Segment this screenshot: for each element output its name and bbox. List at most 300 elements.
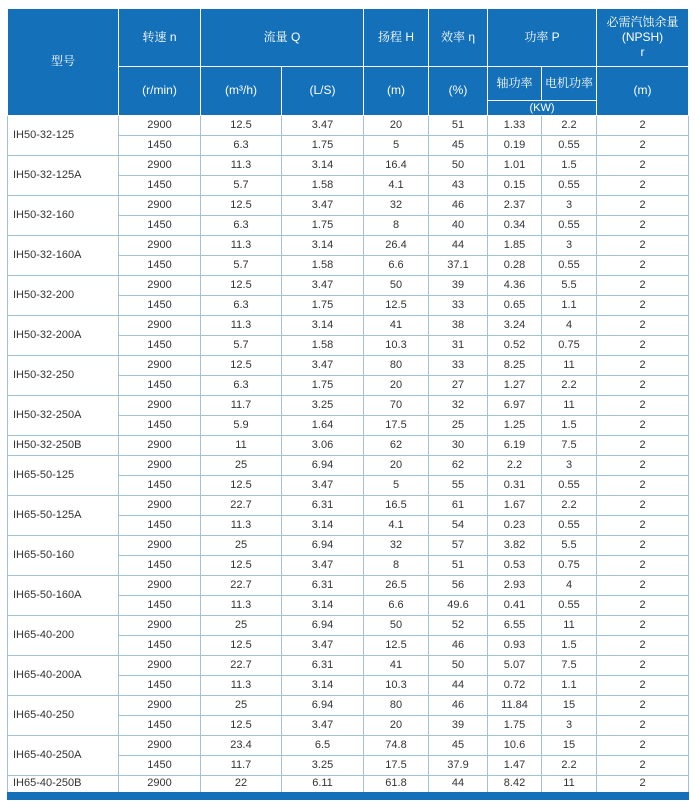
cell-flow-m3h: 22	[201, 776, 282, 796]
cell-flow-m3h: 12.5	[201, 636, 282, 656]
cell-flow-m3h: 11.3	[201, 316, 282, 336]
cell-npsh: 2	[597, 456, 689, 476]
header-speed: 转速 n	[119, 9, 201, 67]
header-npsh-line3: r	[640, 45, 645, 59]
cell-flow-ls: 1.75	[282, 136, 364, 156]
cell-npsh: 2	[597, 616, 689, 636]
cell-model: IH50-32-160A	[8, 236, 119, 276]
cell-flow-ls: 6.31	[282, 656, 364, 676]
cell-head: 32	[364, 536, 429, 556]
cell-power-shaft: 0.23	[488, 516, 542, 536]
cell-power-shaft: 1.67	[488, 496, 542, 516]
cell-head: 12.5	[364, 296, 429, 316]
cell-power-shaft: 0.52	[488, 336, 542, 356]
cell-flow-ls: 3.06	[282, 436, 364, 456]
cell-power-shaft: 6.97	[488, 396, 542, 416]
cell-power-shaft: 8.25	[488, 356, 542, 376]
cell-efficiency: 49.6	[429, 596, 488, 616]
cell-npsh: 2	[597, 536, 689, 556]
cell-flow-ls: 3.14	[282, 516, 364, 536]
cell-model: IH65-50-160	[8, 536, 119, 576]
cell-flow-m3h: 25	[201, 696, 282, 716]
cell-head: 61.8	[364, 776, 429, 796]
cell-head: 4.1	[364, 516, 429, 536]
header-npsh-line1: 必需汽蚀余量	[606, 15, 679, 29]
cell-head: 80	[364, 696, 429, 716]
cell-flow-m3h: 12.5	[201, 196, 282, 216]
cell-flow-ls: 1.75	[282, 376, 364, 396]
cell-npsh: 2	[597, 636, 689, 656]
cell-power-motor: 2.2	[542, 756, 597, 776]
cell-flow-m3h: 12.5	[201, 276, 282, 296]
cell-head: 6.6	[364, 256, 429, 276]
cell-efficiency: 57	[429, 536, 488, 556]
cell-efficiency: 27	[429, 376, 488, 396]
cell-npsh: 2	[597, 276, 689, 296]
cell-speed: 2900	[119, 776, 201, 796]
table-row	[8, 236, 689, 256]
cell-npsh: 2	[597, 416, 689, 436]
cell-model: IH65-40-200A	[8, 656, 119, 696]
table-row	[8, 436, 689, 456]
cell-head: 62	[364, 436, 429, 456]
cell-speed: 2900	[119, 536, 201, 556]
cell-power-motor: 0.55	[542, 516, 597, 536]
cell-flow-ls: 6.31	[282, 576, 364, 596]
cell-power-shaft: 0.28	[488, 256, 542, 276]
cell-npsh: 2	[597, 376, 689, 396]
cell-efficiency: 43	[429, 176, 488, 196]
cell-flow-m3h: 12.5	[201, 556, 282, 576]
cell-speed: 1450	[119, 636, 201, 656]
cell-flow-m3h: 11	[201, 436, 282, 456]
cell-npsh: 2	[597, 576, 689, 596]
cell-head: 8	[364, 556, 429, 576]
cell-power-motor: 0.55	[542, 476, 597, 496]
table-row	[8, 396, 689, 416]
cell-model: IH50-32-160	[8, 196, 119, 236]
header-head-unit: (m)	[364, 67, 429, 116]
cell-speed: 2900	[119, 736, 201, 756]
cell-flow-ls: 3.14	[282, 676, 364, 696]
cell-model: IH50-32-250	[8, 356, 119, 396]
table-row	[8, 496, 689, 516]
cell-power-shaft: 5.07	[488, 656, 542, 676]
cell-flow-m3h: 12.5	[201, 356, 282, 376]
header-power-motor: 电机功率	[542, 67, 597, 101]
table-row	[8, 356, 689, 376]
cell-flow-m3h: 25	[201, 456, 282, 476]
header-power-shaft: 轴功率	[488, 67, 542, 101]
cell-flow-ls: 6.94	[282, 696, 364, 716]
cell-npsh: 2	[597, 116, 689, 136]
cell-speed: 1450	[119, 596, 201, 616]
cell-flow-ls: 1.58	[282, 256, 364, 276]
cell-power-motor: 1.5	[542, 416, 597, 436]
cell-head: 17.5	[364, 416, 429, 436]
cell-head: 12.5	[364, 636, 429, 656]
cell-flow-m3h: 11.3	[201, 596, 282, 616]
cell-npsh: 2	[597, 516, 689, 536]
cell-flow-m3h: 12.5	[201, 116, 282, 136]
header-speed-unit: (r/min)	[119, 67, 201, 116]
cell-speed: 2900	[119, 116, 201, 136]
cell-head: 16.4	[364, 156, 429, 176]
cell-speed: 1450	[119, 716, 201, 736]
cell-npsh: 2	[597, 496, 689, 516]
cell-efficiency: 44	[429, 676, 488, 696]
cell-npsh: 2	[597, 776, 689, 796]
cell-model: IH50-32-125	[8, 116, 119, 156]
cell-flow-ls: 1.58	[282, 336, 364, 356]
table-row	[8, 736, 689, 756]
cell-power-motor: 4	[542, 576, 597, 596]
cell-head: 5	[364, 136, 429, 156]
cell-npsh: 2	[597, 356, 689, 376]
cell-flow-ls: 6.94	[282, 616, 364, 636]
cell-power-shaft: 0.15	[488, 176, 542, 196]
cell-npsh: 2	[597, 676, 689, 696]
cell-flow-ls: 1.75	[282, 296, 364, 316]
cell-efficiency: 45	[429, 136, 488, 156]
cell-npsh: 2	[597, 196, 689, 216]
cell-flow-m3h: 6.3	[201, 296, 282, 316]
cell-flow-m3h: 11.7	[201, 756, 282, 776]
cell-flow-ls: 3.47	[282, 276, 364, 296]
header-efficiency-unit: (%)	[429, 67, 488, 116]
cell-head: 20	[364, 456, 429, 476]
cell-head: 32	[364, 196, 429, 216]
cell-power-motor: 5.5	[542, 276, 597, 296]
cell-flow-m3h: 11.3	[201, 516, 282, 536]
cell-head: 5	[364, 476, 429, 496]
cell-flow-m3h: 12.5	[201, 716, 282, 736]
header-flow-m3h-unit: (m³/h)	[201, 67, 282, 116]
cell-flow-m3h: 5.7	[201, 256, 282, 276]
cell-head: 50	[364, 276, 429, 296]
cell-head: 20	[364, 376, 429, 396]
cell-flow-ls: 3.47	[282, 196, 364, 216]
cell-efficiency: 40	[429, 216, 488, 236]
cell-model: IH65-40-250	[8, 696, 119, 736]
cell-npsh: 2	[597, 716, 689, 736]
cell-flow-m3h: 23.4	[201, 736, 282, 756]
cell-flow-m3h: 6.3	[201, 376, 282, 396]
cell-npsh: 2	[597, 396, 689, 416]
cell-flow-ls: 3.14	[282, 236, 364, 256]
cell-flow-m3h: 11.7	[201, 396, 282, 416]
cell-flow-ls: 6.94	[282, 456, 364, 476]
cell-flow-ls: 1.75	[282, 216, 364, 236]
cell-model: IH50-32-125A	[8, 156, 119, 196]
cell-flow-ls: 3.47	[282, 556, 364, 576]
cell-head: 6.6	[364, 596, 429, 616]
cell-efficiency: 39	[429, 276, 488, 296]
cell-power-shaft: 2.93	[488, 576, 542, 596]
cell-power-motor: 0.75	[542, 336, 597, 356]
header-model: 型号	[8, 9, 119, 116]
cell-speed: 2900	[119, 456, 201, 476]
cell-npsh: 2	[597, 136, 689, 156]
cell-model: IH65-50-125A	[8, 496, 119, 536]
cell-efficiency: 51	[429, 556, 488, 576]
cell-head: 16.5	[364, 496, 429, 516]
cell-npsh: 2	[597, 236, 689, 256]
cell-npsh: 2	[597, 696, 689, 716]
cell-power-motor: 1.5	[542, 636, 597, 656]
cell-efficiency: 51	[429, 116, 488, 136]
cell-head: 4.1	[364, 176, 429, 196]
cell-model: IH50-32-200	[8, 276, 119, 316]
cell-npsh: 2	[597, 316, 689, 336]
cell-power-motor: 11	[542, 776, 597, 796]
cell-speed: 1450	[119, 756, 201, 776]
cell-flow-ls: 3.25	[282, 396, 364, 416]
cell-speed: 1450	[119, 136, 201, 156]
cell-power-shaft: 0.19	[488, 136, 542, 156]
cell-flow-ls: 3.47	[282, 636, 364, 656]
cell-flow-m3h: 11.3	[201, 156, 282, 176]
table-row	[8, 316, 689, 336]
cell-flow-ls: 3.14	[282, 596, 364, 616]
cell-power-motor: 1.1	[542, 296, 597, 316]
table-row	[8, 656, 689, 676]
cell-power-shaft: 0.72	[488, 676, 542, 696]
table-row	[8, 576, 689, 596]
cell-power-motor: 15	[542, 736, 597, 756]
cell-flow-m3h: 5.7	[201, 176, 282, 196]
header-efficiency: 效率 η	[429, 9, 488, 67]
cell-model: IH65-50-160A	[8, 576, 119, 616]
cell-power-shaft: 1.47	[488, 756, 542, 776]
cell-speed: 2900	[119, 576, 201, 596]
cell-model: IH50-32-250A	[8, 396, 119, 436]
cell-power-motor: 3	[542, 716, 597, 736]
cell-head: 41	[364, 656, 429, 676]
cell-speed: 1450	[119, 296, 201, 316]
cell-flow-ls: 1.58	[282, 176, 364, 196]
cell-power-motor: 0.55	[542, 176, 597, 196]
cell-power-shaft: 10.6	[488, 736, 542, 756]
cell-flow-m3h: 22.7	[201, 576, 282, 596]
cell-npsh: 2	[597, 296, 689, 316]
cell-efficiency: 33	[429, 296, 488, 316]
cell-head: 41	[364, 316, 429, 336]
cell-speed: 2900	[119, 156, 201, 176]
cell-efficiency: 50	[429, 656, 488, 676]
cell-model: IH65-40-250B	[8, 776, 119, 796]
cell-power-motor: 2.2	[542, 376, 597, 396]
pump-spec-table	[7, 8, 689, 800]
cell-speed: 2900	[119, 356, 201, 376]
cell-power-motor: 3	[542, 456, 597, 476]
table-row	[8, 196, 689, 216]
cell-efficiency: 30	[429, 436, 488, 456]
cell-speed: 2900	[119, 396, 201, 416]
cell-flow-m3h: 11.3	[201, 236, 282, 256]
cell-model: IH50-32-200A	[8, 316, 119, 356]
cell-flow-m3h: 11.3	[201, 676, 282, 696]
cell-efficiency: 46	[429, 196, 488, 216]
cell-model: IH65-40-250A	[8, 736, 119, 776]
cell-efficiency: 31	[429, 336, 488, 356]
cell-power-motor: 11	[542, 616, 597, 636]
cell-flow-ls: 1.64	[282, 416, 364, 436]
cell-power-motor: 7.5	[542, 436, 597, 456]
cell-speed: 1450	[119, 516, 201, 536]
cell-efficiency: 50	[429, 156, 488, 176]
cell-efficiency: 52	[429, 616, 488, 636]
cell-head: 74.8	[364, 736, 429, 756]
cell-speed: 2900	[119, 616, 201, 636]
table-row	[8, 456, 689, 476]
cell-flow-ls: 3.47	[282, 476, 364, 496]
cell-power-motor: 7.5	[542, 656, 597, 676]
cell-flow-m3h: 25	[201, 536, 282, 556]
cell-power-motor: 1.1	[542, 676, 597, 696]
cell-power-motor: 15	[542, 696, 597, 716]
cell-head: 50	[364, 616, 429, 636]
cell-power-shaft: 1.33	[488, 116, 542, 136]
cell-speed: 2900	[119, 656, 201, 676]
cell-power-motor: 5.5	[542, 536, 597, 556]
cell-speed: 1450	[119, 216, 201, 236]
cell-power-motor: 1.5	[542, 156, 597, 176]
cell-speed: 2900	[119, 696, 201, 716]
cell-head: 10.3	[364, 676, 429, 696]
table-row	[8, 116, 689, 136]
table-row	[8, 776, 689, 796]
header-npsh-unit: (m)	[597, 67, 689, 116]
cell-efficiency: 54	[429, 516, 488, 536]
cell-power-motor: 11	[542, 396, 597, 416]
cell-flow-ls: 3.47	[282, 356, 364, 376]
cell-efficiency: 44	[429, 236, 488, 256]
cell-npsh: 2	[597, 596, 689, 616]
cell-head: 17.5	[364, 756, 429, 776]
cell-npsh: 2	[597, 176, 689, 196]
cell-head: 70	[364, 396, 429, 416]
cell-speed: 2900	[119, 236, 201, 256]
cell-power-shaft: 0.41	[488, 596, 542, 616]
cell-npsh: 2	[597, 756, 689, 776]
cell-speed: 2900	[119, 196, 201, 216]
cell-speed: 1450	[119, 676, 201, 696]
cell-efficiency: 45	[429, 736, 488, 756]
cell-efficiency: 46	[429, 636, 488, 656]
table-row	[8, 536, 689, 556]
cell-speed: 1450	[119, 476, 201, 496]
cell-power-motor: 4	[542, 316, 597, 336]
cell-head: 80	[364, 356, 429, 376]
cell-power-motor: 2.2	[542, 496, 597, 516]
header-flow: 流量 Q	[201, 9, 364, 67]
table-header	[8, 9, 689, 116]
cell-speed: 1450	[119, 556, 201, 576]
cell-power-shaft: 11.84	[488, 696, 542, 716]
cell-power-shaft: 3.82	[488, 536, 542, 556]
cell-power-shaft: 4.36	[488, 276, 542, 296]
cell-speed: 1450	[119, 256, 201, 276]
cell-head: 26.5	[364, 576, 429, 596]
cell-efficiency: 39	[429, 716, 488, 736]
table-row	[8, 156, 689, 176]
cell-speed: 2900	[119, 276, 201, 296]
cell-model: IH65-50-125	[8, 456, 119, 496]
cell-npsh: 2	[597, 476, 689, 496]
cell-npsh: 2	[597, 216, 689, 236]
cell-power-shaft: 6.19	[488, 436, 542, 456]
cell-power-motor: 0.55	[542, 256, 597, 276]
header-flow-ls-unit: (L/S)	[282, 67, 364, 116]
cell-power-motor: 0.75	[542, 556, 597, 576]
cell-power-shaft: 0.53	[488, 556, 542, 576]
cell-speed: 1450	[119, 336, 201, 356]
cell-flow-m3h: 25	[201, 616, 282, 636]
cell-power-shaft: 0.65	[488, 296, 542, 316]
header-power-unit: (KW)	[488, 101, 597, 116]
cell-model: IH65-40-200	[8, 616, 119, 656]
cell-flow-m3h: 6.3	[201, 216, 282, 236]
cell-power-shaft: 1.85	[488, 236, 542, 256]
cell-power-shaft: 1.75	[488, 716, 542, 736]
header-head: 扬程 H	[364, 9, 429, 67]
cell-npsh: 2	[597, 436, 689, 456]
cell-power-shaft: 0.34	[488, 216, 542, 236]
cell-efficiency: 25	[429, 416, 488, 436]
cell-flow-ls: 3.47	[282, 116, 364, 136]
cell-efficiency: 46	[429, 696, 488, 716]
cell-flow-ls: 6.5	[282, 736, 364, 756]
cell-npsh: 2	[597, 256, 689, 276]
cell-power-shaft: 1.01	[488, 156, 542, 176]
cell-efficiency: 62	[429, 456, 488, 476]
cell-flow-ls: 3.25	[282, 756, 364, 776]
cell-flow-ls: 6.31	[282, 496, 364, 516]
cell-efficiency: 33	[429, 356, 488, 376]
cell-npsh: 2	[597, 336, 689, 356]
cell-head: 20	[364, 116, 429, 136]
cell-flow-m3h: 12.5	[201, 476, 282, 496]
cell-power-shaft: 0.93	[488, 636, 542, 656]
cell-efficiency: 56	[429, 576, 488, 596]
cell-npsh: 2	[597, 556, 689, 576]
cell-speed: 1450	[119, 416, 201, 436]
cell-power-motor: 0.55	[542, 136, 597, 156]
cell-npsh: 2	[597, 156, 689, 176]
cell-flow-ls: 3.14	[282, 316, 364, 336]
cell-power-shaft: 1.25	[488, 416, 542, 436]
cell-head: 20	[364, 716, 429, 736]
cell-npsh: 2	[597, 736, 689, 756]
cell-power-motor: 2.2	[542, 116, 597, 136]
cell-power-motor: 11	[542, 356, 597, 376]
header-npsh-line2: (NPSH)	[621, 30, 664, 44]
cell-speed: 1450	[119, 176, 201, 196]
cell-efficiency: 61	[429, 496, 488, 516]
header-npsh	[597, 9, 689, 67]
cell-flow-m3h: 5.7	[201, 336, 282, 356]
cell-efficiency: 37.9	[429, 756, 488, 776]
cell-flow-ls: 6.94	[282, 536, 364, 556]
cell-speed: 2900	[119, 496, 201, 516]
cell-efficiency: 37.1	[429, 256, 488, 276]
cell-speed: 2900	[119, 316, 201, 336]
header-power: 功率 P	[488, 9, 597, 67]
cell-power-shaft: 3.24	[488, 316, 542, 336]
cell-power-shaft: 2.37	[488, 196, 542, 216]
cell-flow-m3h: 22.7	[201, 656, 282, 676]
